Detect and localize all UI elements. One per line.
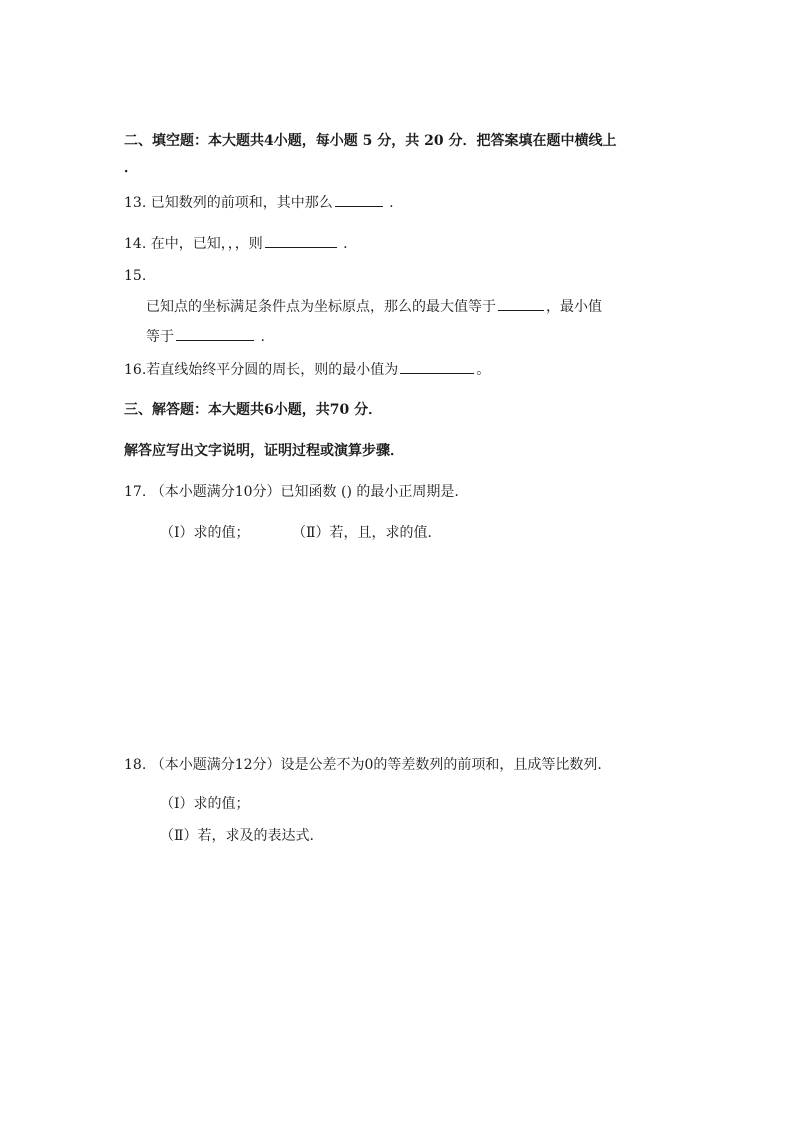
question-16-text: 16.若直线始终平分圆的周长，则的最小值为 bbox=[124, 362, 399, 378]
answer-blank[interactable] bbox=[265, 233, 337, 248]
question-15-line-1 bbox=[146, 296, 602, 317]
question-14-end: . bbox=[338, 236, 348, 252]
section-3-subheading: 解答应写出文字说明，证明过程或演算步骤． bbox=[124, 443, 404, 459]
question-17-part-2: （Ⅱ）若，且，求的值. bbox=[292, 525, 432, 541]
question-18-part-1: （Ⅰ）求的值； bbox=[160, 796, 250, 812]
question-14 bbox=[124, 233, 348, 254]
question-18-part-2: （Ⅱ）若，求及的表达式. bbox=[160, 828, 314, 844]
question-16-end: 。 bbox=[476, 362, 491, 378]
question-13-end: . bbox=[384, 195, 394, 211]
answer-blank-max[interactable] bbox=[498, 296, 544, 311]
question-13-text: 13. 已知数列的前项和，其中那么 bbox=[124, 195, 333, 211]
question-16 bbox=[124, 359, 490, 380]
answer-blank-min[interactable] bbox=[176, 326, 254, 341]
question-17-part-1: （Ⅰ）求的值； bbox=[160, 525, 250, 541]
question-15-text-a: 已知点的坐标满足条件点为坐标原点，那么的最大值等于 bbox=[146, 299, 496, 315]
question-18: 18. （本小题满分12分）设是公差不为0的等差数列的前项和，且成等比数列. bbox=[124, 757, 602, 773]
question-15-text-c: 等于 bbox=[146, 329, 174, 345]
section-3-heading: 三、解答题：本大题共6小题，共70 分． bbox=[124, 402, 383, 418]
question-17: 17. （本小题满分10分）已知函数 () 的最小正周期是. bbox=[124, 484, 459, 500]
answer-blank[interactable] bbox=[400, 359, 474, 374]
section-2-heading: 二、填空题：本大题共4小题，每小题 5 分，共 20 分．把答案填在题中横线上 bbox=[124, 133, 617, 149]
question-15-text-b: ，最小值 bbox=[546, 299, 602, 315]
question-15-end: . bbox=[256, 329, 265, 345]
question-15-number: 15. bbox=[124, 268, 147, 284]
question-13 bbox=[124, 192, 394, 213]
section-2-heading-end: ． bbox=[124, 160, 138, 176]
answer-blank[interactable] bbox=[335, 192, 383, 207]
question-14-text: 14. 在中，已知，，，则 bbox=[124, 236, 263, 252]
question-15-line-2 bbox=[146, 326, 265, 347]
